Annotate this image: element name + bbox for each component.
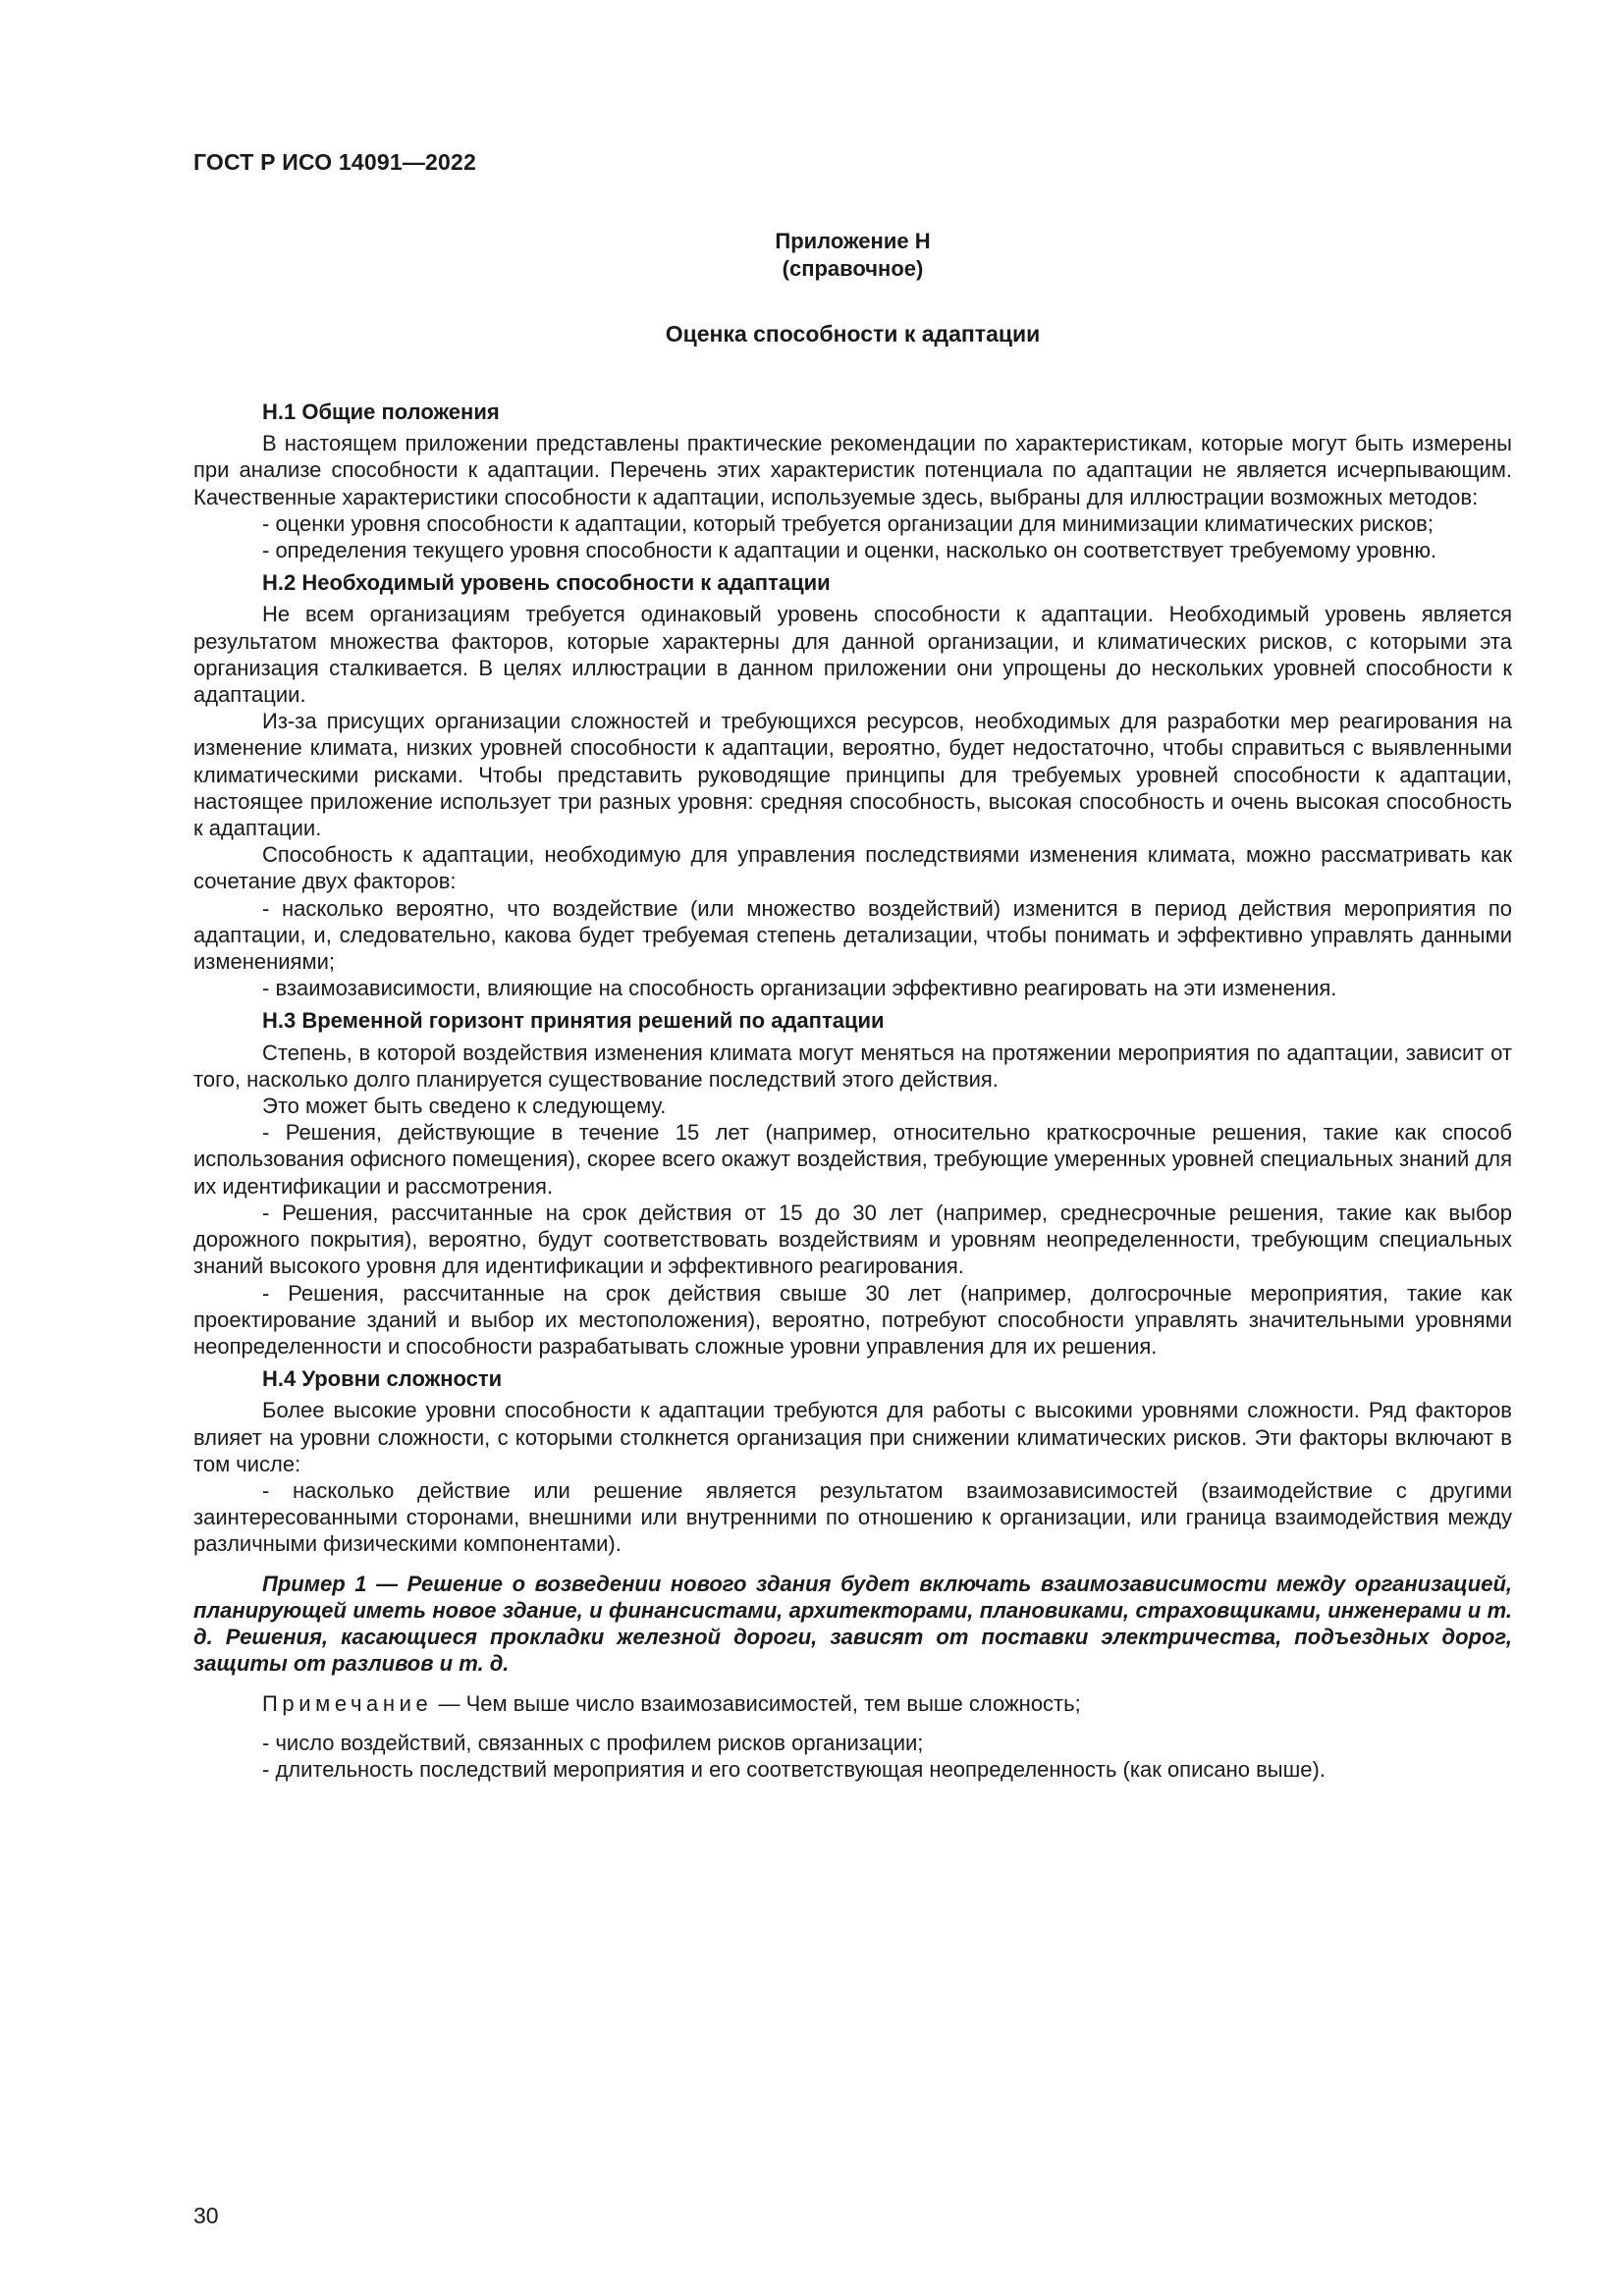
page-number: 30 <box>193 2203 219 2228</box>
annex-title: Оценка способности к адаптации <box>665 321 1041 347</box>
section-heading-h4: Н.4 Уровни сложности <box>262 1366 503 1392</box>
list-item: - насколько вероятно, что воздействие (или множество воздействий) изменится в период действия мероприятия по адаптации, и, следовательно, какова будет требуемая степень детализации, чтобы понимать и эффективно управлять данными изменениями; <box>193 895 1512 975</box>
list-item: - Решения, действующие в течение 15 лет (например, относительно краткосрочные решения, такие как способ использования офисного помещения), скорее всего окажут воздействия, требующие умеренных уровней специальных знаний для их идентификации и рассмотрения. <box>193 1120 1512 1199</box>
list-item: - оценки уровня способности к адаптации, который требуется организации для минимизации климатических рисков; <box>262 510 1434 536</box>
annex-type: (справочное) <box>782 256 924 281</box>
paragraph: Не всем организациям требуется одинаковый уровень способности к адаптации. Необходимый уровень является результатом множества факторов, которые характерны для данной организации, и климатических рисков, с которыми эта организация сталкивается. В целях иллюстрации в данном приложении они упрощены до нескольких уровней способности к адаптации. <box>193 602 1512 708</box>
standard-header: ГОСТ Р ИСО 14091—2022 <box>193 149 477 175</box>
paragraph: В настоящем приложении представлены практические рекомендации по характеристикам, которые могут быть измерены при анализе способности к адаптации. Перечень этих характеристик потенциала по адаптации не является исчерпывающим. Качественные характеристики способности к адаптации, используемые здесь, выбраны для иллюстрации возможных методов: <box>193 431 1512 509</box>
section-heading-h1: Н.1 Общие положения <box>262 400 500 424</box>
note-text: — Чем выше число взаимозависимостей, тем выше сложность; <box>432 1691 1081 1717</box>
note-label: Примечание <box>262 1691 433 1717</box>
paragraph: Более высокие уровни способности к адаптации требуются для работы с высокими уровнями сложности. Ряд факторов влияет на уровни сложности, с которыми столкнется организация при снижении климатических рисков. Эти факторы включают в том числе: <box>193 1398 1512 1476</box>
list-item: - насколько действие или решение является результатом взаимозависимостей (взаимодействие с другими заинтересованными сторонами, внешними или внутренними по отношению к организации, или граница взаимодействия между различными физическими компонентами). <box>193 1477 1512 1557</box>
list-item: - Решения, рассчитанные на срок действия свыше 30 лет (например, долгосрочные мероприятия, такие как проектирование зданий и выбор их местоположения), вероятно, потребуют способности управлять значительными уровнями неопределенности и способности разрабатывать сложные уровни управления для их решения. <box>193 1280 1512 1359</box>
list-item: - определения текущего уровня способности к адаптации и оценки, насколько он соответствует требуемому уровню. <box>262 538 1437 563</box>
note-paragraph <box>193 1690 1512 1717</box>
list-item: - взаимозависимости, влияющие на способность организации эффективно реагировать на эти изменения. <box>262 976 1337 1001</box>
section-heading-h3: Н.3 Временной горизонт принятия решений по адаптации <box>262 1008 885 1034</box>
paragraph: Степень, в которой воздействия изменения климата могут меняться на протяжении мероприятия по адаптации, зависит от того, насколько долго планируется существование последствий этого действия. <box>193 1040 1512 1092</box>
annex-label: Приложение Н <box>775 229 931 253</box>
paragraph: Из-за присущих организации сложностей и требующихся ресурсов, необходимых для разработки мер реагирования на изменение климата, низких уровней способности к адаптации, вероятно, будет недостаточно, чтобы справиться с выявленными климатическими рисками. Чтобы представить руководящие принципы для требуемых уровней способности к адаптации, настоящее приложение использует три разных уровня: средняя способность, высокая способность и очень высокая способность к адаптации. <box>193 709 1512 841</box>
list-item: - число воздействий, связанных с профилем рисков организации; <box>262 1730 924 1755</box>
example-paragraph: Пример 1 — Решение о возведении нового здания будет включать взаимозависимости между организацией, планирующей иметь новое здание, и финансистами, архитекторами, плановиками, страховщиками, инженерами и т. д. Решения, касающиеся прокладки железной дороги, зависят от поставки электричества, подъездных дорог, защиты от разливов и т. д. <box>193 1571 1512 1677</box>
annex-heading <box>193 228 1512 283</box>
document-body <box>193 393 1512 1783</box>
paragraph: Это может быть сведено к следующему. <box>262 1094 667 1119</box>
section-heading-h2: Н.2 Необходимый уровень способности к адаптации <box>262 570 831 596</box>
list-item: - Решения, рассчитанные на срок действия от 15 до 30 лет (например, среднесрочные решения, такие как выбор дорожного покрытия), вероятно, будут соответствовать воздействиям и уровням неопределенности, требующим специальных знаний высокого уровня для идентификации и эффективного реагирования. <box>193 1200 1512 1279</box>
list-item: - длительность последствий мероприятия и его соответствующая неопределенность (как описано выше). <box>262 1756 1326 1782</box>
paragraph: Способность к адаптации, необходимую для управления последствиями изменения климата, можно рассматривать как сочетание двух факторов: <box>193 842 1512 894</box>
